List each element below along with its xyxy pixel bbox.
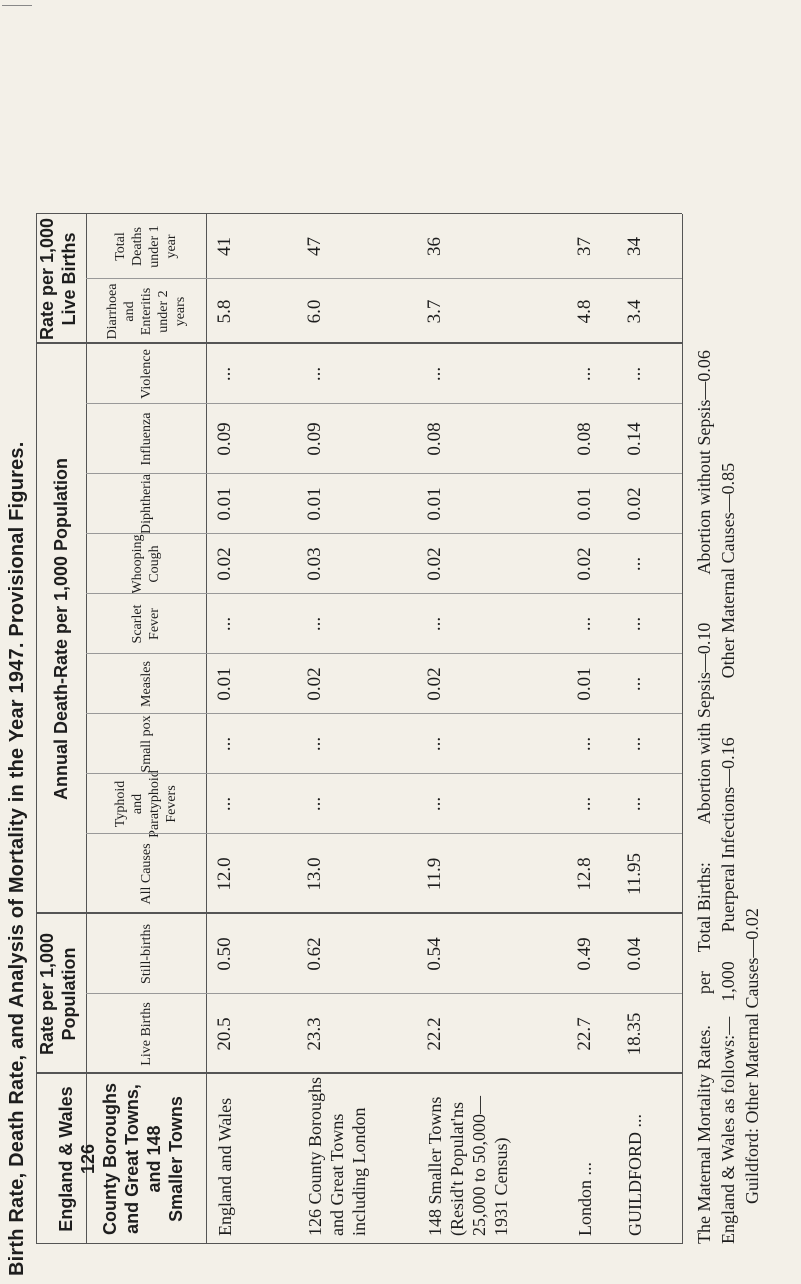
footer-puerperal-infections: Puerperal Infections—0.16 (718, 737, 738, 933)
table-cell: 0.09 (304, 422, 325, 456)
row-label-line: and Great Towns (327, 1113, 347, 1236)
footer-abortion-without-sepsis: Abortion without Sepsis—0.06 (694, 350, 714, 575)
page-title: Birth Rate, Death Rate, and Analysis of Mortality in the Year 1947. Provisional Figures. (2, 5, 32, 1276)
rate-births-header-line-2: Live Births (59, 232, 79, 326)
column-divider (86, 993, 682, 994)
table-cell: 3.7 (424, 299, 445, 324)
table-cell: 0.02 (424, 667, 445, 701)
table-cell: 6.0 (304, 299, 325, 324)
column-header: Violence (138, 349, 154, 399)
table-cell: 0.62 (304, 937, 325, 971)
table-cell: ... (304, 366, 325, 382)
rate-pop-header (36, 914, 86, 1074)
table-cell: 0.01 (424, 487, 445, 521)
column-header: Scarlet Fever (130, 604, 162, 644)
row-label (624, 1076, 646, 1236)
column-header: All Causes (138, 843, 154, 905)
table-cell: 0.01 (304, 487, 325, 521)
label-header-line-2: 126 (78, 1143, 98, 1175)
column-header: Influenza (138, 412, 154, 466)
table-cell: ... (624, 616, 645, 632)
footer-maternal-title: The Maternal Mortality Rates. (694, 1025, 714, 1244)
table-cell: ... (214, 736, 235, 752)
table-cell: ... (424, 616, 445, 632)
table-cell: 3.4 (624, 299, 645, 324)
label-header-line-1: England & Wales (56, 1086, 76, 1232)
table-cell: ... (214, 796, 235, 812)
column-header: Diarrhoea and Enteritis under 2 years (104, 283, 188, 340)
footer-per-thousand: 1,000 (718, 961, 738, 1002)
table-cell: ... (214, 616, 235, 632)
table-cell: 11.9 (424, 857, 445, 891)
row-label-line: England and Wales (215, 1097, 235, 1236)
label-header-line-4: and Great Towns, (122, 1084, 142, 1234)
table-border-bottom (682, 214, 683, 1244)
table-cell: 0.02 (624, 487, 645, 521)
label-column-header (36, 1074, 206, 1244)
table-cell: 0.04 (624, 937, 645, 971)
mortality-table (36, 214, 682, 1244)
table-cell: 0.02 (304, 667, 325, 701)
label-header-line-5: and 148 (144, 1125, 164, 1193)
rate-pop-header-line-2: Population (59, 947, 79, 1041)
table-cell: ... (304, 616, 325, 632)
table-cell: ... (624, 366, 645, 382)
row-label-line: including London (349, 1107, 369, 1236)
table-cell: 0.02 (424, 547, 445, 581)
rate-births-header-line-1: Rate per 1,000 (37, 217, 57, 341)
table-cell: ... (424, 736, 445, 752)
table-cell: 12.8 (574, 857, 595, 891)
table-cell: 22.2 (424, 1017, 445, 1051)
table-cell: 36 (424, 237, 445, 256)
table-cell: 0.49 (574, 937, 595, 971)
table-cell: 37 (574, 237, 595, 256)
table-cell: 0.02 (574, 547, 595, 581)
table-cell: 11.95 (624, 852, 645, 896)
table-cell: ... (574, 796, 595, 812)
table-cell: 22.7 (574, 1017, 595, 1051)
row-label (304, 1076, 370, 1236)
row-label-line: 25,000 to 50,000— (469, 1095, 489, 1236)
row-label-line: GUILDFORD ... (625, 1113, 645, 1236)
footer-other-maternal: Other Maternal Causes—0.85 (718, 462, 738, 679)
table-cell: ... (624, 676, 645, 692)
table-cell: 0.01 (574, 487, 595, 521)
footer-ew-follows: England & Wales as follows:— (718, 1016, 738, 1244)
table-cell: 0.50 (214, 937, 235, 971)
row-label-line: London ... (575, 1162, 595, 1236)
column-header: Total Deaths under 1 year (113, 225, 179, 268)
table-cell: 18.35 (624, 1012, 645, 1056)
table-cell: 34 (624, 237, 645, 256)
table-cell: 0.08 (424, 422, 445, 456)
table-cell: 0.08 (574, 422, 595, 456)
footer-per: per (694, 971, 714, 995)
table-cell: 41 (214, 237, 235, 256)
table-cell: 4.8 (574, 299, 595, 324)
column-header: Measles (138, 661, 154, 707)
table-cell: 0.14 (624, 422, 645, 456)
footer-note (692, 24, 764, 1244)
table-cell: ... (574, 616, 595, 632)
table-cell: 0.01 (214, 487, 235, 521)
rate-pop-header-line-1: Rate per 1,000 (37, 932, 57, 1056)
column-header: Small pox (138, 715, 154, 773)
table-cell: 20.5 (214, 1017, 235, 1051)
table-cell: ... (214, 366, 235, 382)
table-cell: ... (574, 366, 595, 382)
table-cell: 5.8 (214, 299, 235, 324)
footer-abortion-with-sepsis: Abortion with Sepsis—0.10 (694, 622, 714, 825)
annual-death-rate-header: Annual Death-Rate per 1,000 Population (51, 457, 71, 801)
table-cell: 0.03 (304, 547, 325, 581)
footer-line-2 (716, 24, 740, 1244)
table-cell: ... (424, 796, 445, 812)
table-cell: 47 (304, 237, 325, 256)
column-header: Diphtheria (138, 474, 154, 534)
row-label-line: 126 County Boroughs (305, 1076, 325, 1236)
column-header: Typhoid and Paratyphoid Fevers (113, 770, 179, 838)
table-cell: 0.09 (214, 422, 235, 456)
table-cell: ... (304, 736, 325, 752)
table-cell: 0.02 (214, 547, 235, 581)
table-cell: ... (304, 796, 325, 812)
row-label-line: 1931 Census) (491, 1137, 511, 1236)
table-cell: 0.01 (214, 667, 235, 701)
rate-births-header (36, 214, 86, 344)
footer-total-births: Total Births: (694, 862, 714, 953)
table-cell: 0.01 (574, 667, 595, 701)
subheading-divider (206, 214, 207, 1244)
table-cell: ... (624, 736, 645, 752)
row-label-line: (Resid't Populat'ns (447, 1102, 467, 1236)
table-cell: ... (624, 556, 645, 572)
label-header-line-3: County Boroughs (100, 1083, 120, 1235)
table-cell: 23.3 (304, 1017, 325, 1051)
footer-line-1 (692, 24, 716, 1244)
table-cell: ... (424, 366, 445, 382)
table-cell: ... (574, 736, 595, 752)
table-cell: 12.0 (214, 857, 235, 891)
column-header: Still-births (138, 924, 154, 984)
footer-line-3: Guildford: Other Maternal Causes—0.02 (742, 908, 762, 1204)
table-cell: 0.54 (424, 937, 445, 971)
column-header: Whooping Cough (130, 534, 162, 594)
label-header-line-6: Smaller Towns (166, 1096, 186, 1222)
table-cell: 13.0 (304, 857, 325, 891)
column-header: Live Births (138, 1002, 154, 1066)
row-label-line: 148 Smaller Towns (425, 1096, 445, 1236)
row-label (424, 1076, 512, 1236)
row-label (574, 1076, 596, 1236)
table-cell: ... (624, 796, 645, 812)
row-label (214, 1076, 236, 1236)
